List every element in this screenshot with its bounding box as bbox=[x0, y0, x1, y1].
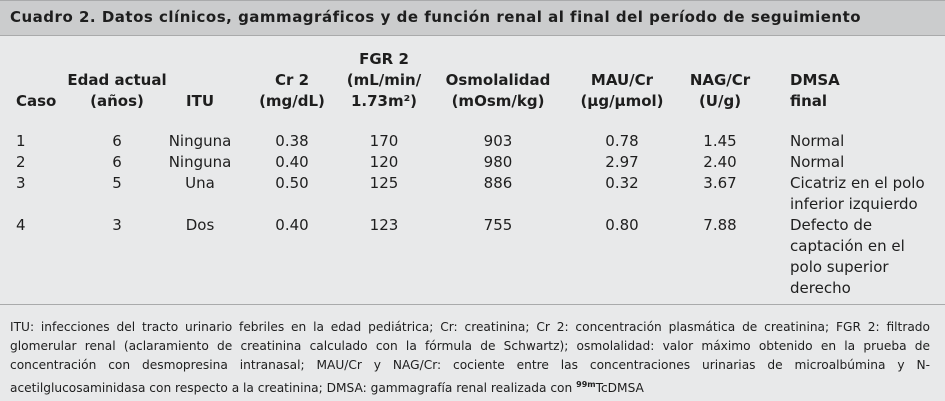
cell-osm: 980 bbox=[483, 153, 513, 171]
cell-fgr2: 125 bbox=[369, 174, 399, 192]
cell-itu: Dos bbox=[185, 216, 215, 234]
header-line: (mOsm/kg) bbox=[451, 92, 545, 110]
cell-itu: Ninguna bbox=[168, 153, 232, 171]
table-divider bbox=[0, 304, 945, 305]
cell-dmsa: derecho bbox=[790, 279, 851, 297]
header-line: (mL/min/ bbox=[346, 71, 422, 89]
table-title: Cuadro 2. Datos clínicos, gammagráficos y de función renal al final del período de seguimiento bbox=[10, 8, 862, 26]
cell-edad: 6 bbox=[112, 153, 122, 171]
cell-mau: 2.97 bbox=[605, 153, 639, 171]
cell-nag: 1.45 bbox=[703, 132, 737, 150]
header-itu bbox=[170, 91, 230, 112]
cell-cr2: 0.40 bbox=[275, 153, 309, 171]
header-line: DMSA bbox=[790, 71, 840, 89]
header-line: Caso bbox=[16, 92, 57, 110]
footnote-text: ITU: infecciones del tracto urinario febriles en la edad pediátrica; Cr: creatinina; Cr 2: concentración plasmática de creatinina; FGR 2: filtrado glomerular renal (aclaramiento de creatinina calculado con la fórmula de Schwartz); osmolalidad: valor máximo obtenido en la prueba de concentración con desmopresina intranasal; MAU/Cr y NAG/Cr: cociente entre las concentraciones urinarias de microalbúmina y N-acetilglucosaminidasa con respecto a la creatinina; DMSA: gammagrafía renal realizada con bbox=[10, 320, 930, 395]
header-mau bbox=[567, 70, 677, 112]
header-dmsa bbox=[790, 70, 840, 112]
cell-cr2: 0.38 bbox=[275, 132, 309, 150]
header-line: (μg/μmol) bbox=[580, 92, 664, 110]
cell-nag: 7.88 bbox=[703, 216, 737, 234]
cell-caso: 1 bbox=[16, 132, 26, 150]
cell-dmsa: inferior izquierdo bbox=[790, 195, 918, 213]
cell-nag: 3.67 bbox=[703, 174, 737, 192]
cell-itu: Una bbox=[185, 174, 215, 192]
header-line: (años) bbox=[90, 92, 144, 110]
cell-itu: Ninguna bbox=[168, 132, 232, 150]
header-line: final bbox=[790, 92, 828, 110]
header-line: ITU bbox=[186, 92, 214, 110]
cell-cr2: 0.50 bbox=[275, 174, 309, 192]
cell-osm: 903 bbox=[483, 132, 513, 150]
header-osmolalidad bbox=[438, 70, 558, 112]
table-caption-bar bbox=[0, 0, 945, 36]
header-line: Cr 2 bbox=[274, 71, 310, 89]
header-line: NAG/Cr bbox=[689, 71, 751, 89]
cell-caso: 3 bbox=[16, 174, 26, 192]
header-line: Edad actual bbox=[67, 71, 167, 89]
cell-edad: 3 bbox=[112, 216, 122, 234]
cell-dmsa: Normal bbox=[790, 153, 845, 171]
cell-osm: 886 bbox=[483, 174, 513, 192]
cell-fgr2: 120 bbox=[369, 153, 399, 171]
footnote-isotope-sup: 99m bbox=[576, 380, 596, 389]
header-caso bbox=[16, 91, 56, 112]
cell-dmsa: captación en el bbox=[790, 237, 905, 255]
cell-cr2: 0.40 bbox=[275, 216, 309, 234]
cell-caso: 4 bbox=[16, 216, 26, 234]
header-fgr2 bbox=[337, 49, 431, 112]
cell-caso: 2 bbox=[16, 153, 26, 171]
header-line: Osmolalidad bbox=[445, 71, 551, 89]
header-line: 1.73m²) bbox=[350, 92, 418, 110]
cell-dmsa: Defecto de bbox=[790, 216, 873, 234]
header-line: FGR 2 bbox=[359, 50, 409, 68]
footnote-tail: TcDMSA bbox=[595, 381, 644, 395]
header-cr2 bbox=[252, 70, 332, 112]
cell-osm: 755 bbox=[483, 216, 513, 234]
cell-mau: 0.78 bbox=[605, 132, 639, 150]
cell-edad: 6 bbox=[112, 132, 122, 150]
header-line: (mg/dL) bbox=[259, 92, 325, 110]
cell-mau: 0.32 bbox=[605, 174, 639, 192]
cell-dmsa: Cicatriz en el polo bbox=[790, 174, 925, 192]
cell-fgr2: 123 bbox=[369, 216, 399, 234]
header-nag bbox=[680, 70, 760, 112]
cell-edad: 5 bbox=[112, 174, 122, 192]
cell-dmsa: Normal bbox=[790, 132, 845, 150]
cell-fgr2: 170 bbox=[369, 132, 399, 150]
header-line: MAU/Cr bbox=[590, 71, 654, 89]
header-edad bbox=[62, 70, 172, 112]
cell-nag: 2.40 bbox=[703, 153, 737, 171]
cell-dmsa: polo superior bbox=[790, 258, 889, 276]
cell-mau: 0.80 bbox=[605, 216, 639, 234]
table-footnote bbox=[10, 318, 930, 398]
header-line: (U/g) bbox=[698, 92, 742, 110]
